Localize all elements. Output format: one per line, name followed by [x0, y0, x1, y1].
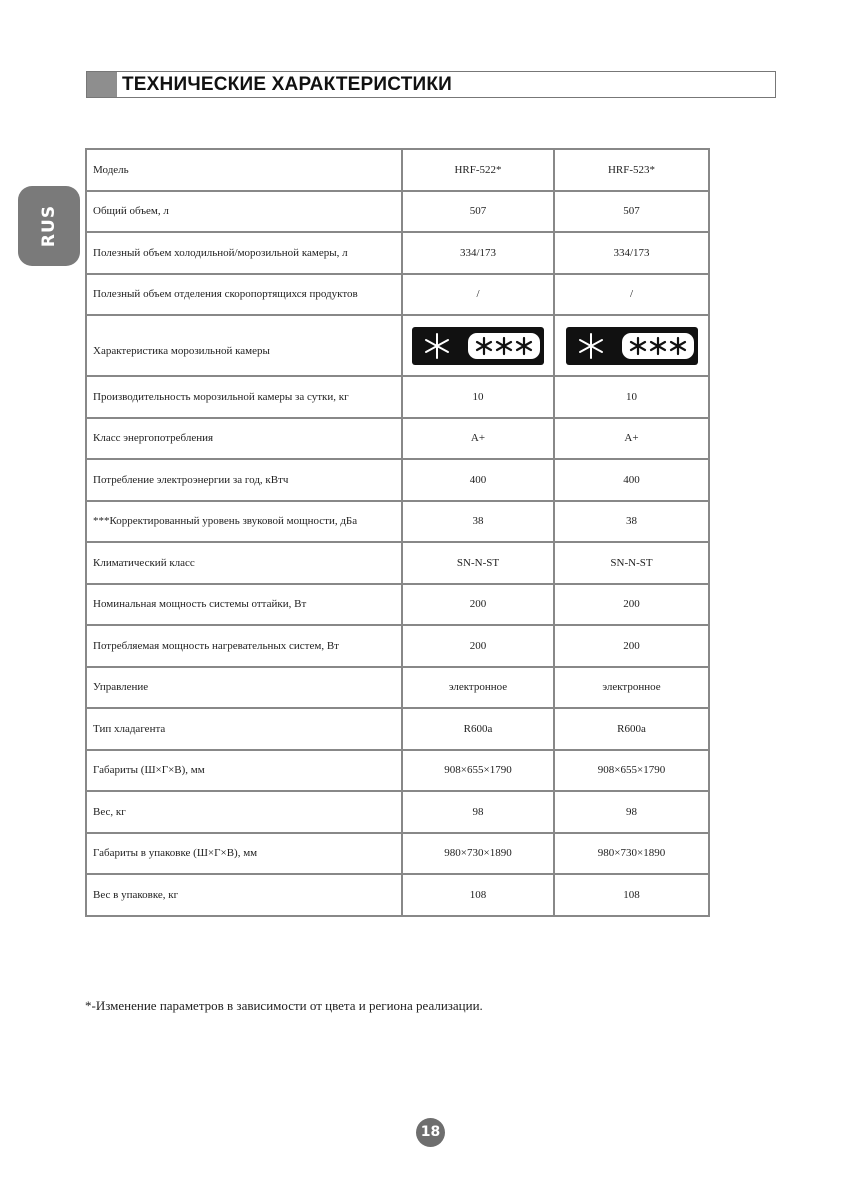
row-label: Вес, кг [86, 791, 402, 833]
row-label: Климатический класс [86, 542, 402, 584]
page-number: 18 [416, 1118, 445, 1147]
value-model-b [554, 315, 709, 376]
value-model-a: A+ [402, 418, 554, 460]
row-label: Потребляемая мощность нагревательных систем, Вт [86, 625, 402, 667]
table-row [86, 542, 709, 584]
value-model-b: 980×730×1890 [554, 833, 709, 875]
row-label: ***Корректированный уровень звуковой мощности, дБа [86, 501, 402, 543]
language-tab [18, 186, 80, 266]
freezer-4-star-icon [412, 327, 544, 365]
value-model-b: SN-N-ST [554, 542, 709, 584]
value-model-a: 200 [402, 584, 554, 626]
freezer-4-star-icon [566, 327, 698, 365]
table-row [86, 274, 709, 316]
value-model-b: / [554, 274, 709, 316]
table-row [86, 232, 709, 274]
value-model-b: A+ [554, 418, 709, 460]
table-row [86, 501, 709, 543]
row-label: Управление [86, 667, 402, 709]
row-label: Полезный объем холодильной/морозильной камеры, л [86, 232, 402, 274]
value-model-b: электронное [554, 667, 709, 709]
table-row [86, 191, 709, 233]
value-model-a [402, 315, 554, 376]
value-model-a: HRF-522* [402, 149, 554, 191]
value-model-a: 38 [402, 501, 554, 543]
value-model-b: 400 [554, 459, 709, 501]
table-row [86, 625, 709, 667]
value-model-a: 98 [402, 791, 554, 833]
row-label: Габариты в упаковке (Ш×Г×В), мм [86, 833, 402, 875]
table-row [86, 459, 709, 501]
row-label: Класс энергопотребления [86, 418, 402, 460]
section-header [86, 71, 776, 98]
language-tab-label: RUS [39, 204, 59, 248]
row-label: Модель [86, 149, 402, 191]
value-model-b: 200 [554, 625, 709, 667]
header-accent-block [87, 72, 117, 97]
value-model-a: SN-N-ST [402, 542, 554, 584]
page-title: ТЕХНИЧЕСКИЕ ХАРАКТЕРИСТИКИ [122, 74, 453, 95]
value-model-b: HRF-523* [554, 149, 709, 191]
row-label: Номинальная мощность системы оттайки, Вт [86, 584, 402, 626]
value-model-a: 200 [402, 625, 554, 667]
table-row [86, 791, 709, 833]
row-label: Характеристика морозильной камеры [86, 315, 402, 376]
value-model-a: / [402, 274, 554, 316]
row-label: Потребление электроэнергии за год, кВтч [86, 459, 402, 501]
value-model-b: 908×655×1790 [554, 750, 709, 792]
value-model-b: 98 [554, 791, 709, 833]
table-row [86, 833, 709, 875]
table-row [86, 750, 709, 792]
value-model-a: 980×730×1890 [402, 833, 554, 875]
value-model-a: 108 [402, 874, 554, 916]
value-model-a: 10 [402, 376, 554, 418]
value-model-b: 507 [554, 191, 709, 233]
value-model-a: 507 [402, 191, 554, 233]
row-label: Полезный объем отделения скоропортящихся продуктов [86, 274, 402, 316]
table-row [86, 584, 709, 626]
value-model-a: электронное [402, 667, 554, 709]
specs-table [85, 148, 710, 917]
value-model-b: 108 [554, 874, 709, 916]
value-model-b: 200 [554, 584, 709, 626]
value-model-b: 10 [554, 376, 709, 418]
value-model-b: 38 [554, 501, 709, 543]
row-label: Общий объем, л [86, 191, 402, 233]
value-model-b: R600a [554, 708, 709, 750]
row-label: Габариты (Ш×Г×В), мм [86, 750, 402, 792]
value-model-a: R600a [402, 708, 554, 750]
value-model-a: 908×655×1790 [402, 750, 554, 792]
table-row [86, 708, 709, 750]
table-row [86, 418, 709, 460]
table-row [86, 315, 709, 376]
value-model-a: 400 [402, 459, 554, 501]
table-row [86, 149, 709, 191]
table-row [86, 376, 709, 418]
value-model-b: 334/173 [554, 232, 709, 274]
row-label: Вес в упаковке, кг [86, 874, 402, 916]
row-label: Тип хладагента [86, 708, 402, 750]
table-row [86, 667, 709, 709]
value-model-a: 334/173 [402, 232, 554, 274]
row-label: Производительность морозильной камеры за сутки, кг [86, 376, 402, 418]
table-row [86, 874, 709, 916]
footnote: *-Изменение параметров в зависимости от цвета и региона реализации. [85, 998, 483, 1013]
